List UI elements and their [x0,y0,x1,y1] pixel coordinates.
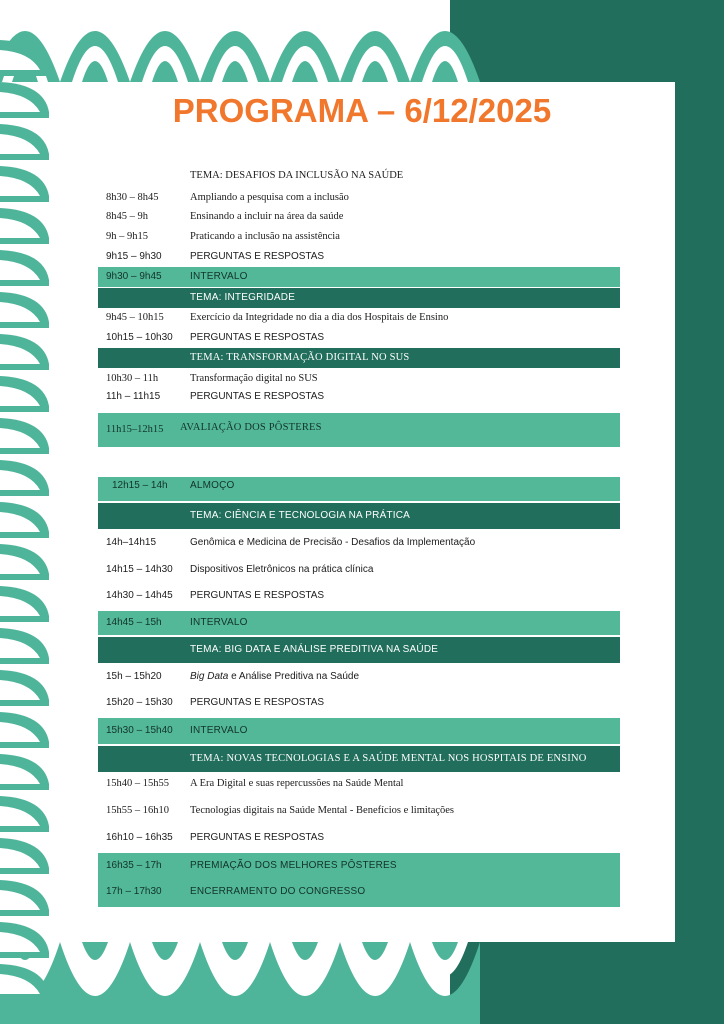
schedule-row [98,774,620,794]
row-time: 16h10 – 16h35 [106,832,173,843]
schedule-row-poster-evaluation [98,413,620,447]
row-time: 8h30 – 8h45 [106,192,159,203]
row-description: TEMA: DESAFIOS DA INCLUSÃO NA SAÚDE [190,170,404,181]
row-time: 17h – 17h30 [106,886,162,897]
row-time: 15h30 – 15h40 [106,725,173,736]
row-time: 10h15 – 10h30 [106,332,173,343]
row-description: PREMIAÇÃO DOS MELHORES PÔSTERES [190,860,397,871]
row-description: PERGUNTAS E RESPOSTAS [190,251,325,262]
row-time: 12h15 – 14h [112,480,168,491]
row-description: TEMA: CIÊNCIA E TECNOLOGIA NA PRÁTICA [190,510,411,521]
row-description: INTERVALO [190,725,248,736]
schedule-theme-header [98,503,620,529]
row-description: ALMOÇO [190,480,235,491]
row-time: 14h45 – 15h [106,617,162,628]
row-description: TEMA: BIG DATA E ANÁLISE PREDITIVA NA SAÚDE [190,644,439,655]
row-time: 15h – 15h20 [106,671,162,682]
schedule-theme-header [98,746,620,772]
row-time: 16h35 – 17h [106,860,162,871]
row-time: 15h55 – 16h10 [106,805,169,816]
schedule-row [98,166,620,186]
row-description: INTERVALO [190,617,248,628]
schedule-row [98,693,620,713]
row-description: Dispositivos Eletrônicos na prática clínica [190,564,374,575]
row-description: Genômica e Medicina de Precisão - Desafios da Implementação [190,537,476,548]
row-time: 9h – 9h15 [106,231,148,242]
row-description-rest: e Análise Preditiva na Saúde [228,671,360,682]
schedule-row-break [98,718,620,744]
schedule-theme-header [98,348,620,368]
schedule-row-lunch [98,477,620,501]
row-description: TEMA: NOVAS TECNOLOGIAS E A SAÚDE MENTAL NOS HOSPITAIS DE ENSINO [190,753,587,764]
schedule-row-awards [98,853,620,879]
schedule-row [98,667,620,687]
row-description: AVALIAÇÃO DOS PÔSTERES [180,422,322,433]
row-description: PERGUNTAS E RESPOSTAS [190,832,325,843]
row-description: Transformação digital no SUS [190,373,318,384]
row-time: 8h45 – 9h [106,211,148,222]
schedule-row [98,328,620,348]
row-time: 9h15 – 9h30 [106,251,162,262]
row-time: 11h15–12h15 [106,424,164,435]
row-description: Ensinando a incluir na área da saúde [190,211,344,222]
schedule-row [98,801,620,821]
schedule-row [98,207,620,227]
row-time: 9h30 – 9h45 [106,271,162,282]
row-time: 14h15 – 14h30 [106,564,173,575]
row-description: Tecnologias digitais na Saúde Mental - Benefícios e limitações [190,805,455,816]
schedule-row [98,247,620,267]
row-time: 14h30 – 14h45 [106,590,173,601]
row-description: Praticando a inclusão na assistência [190,231,340,242]
row-description: ENCERRAMENTO DO CONGRESSO [190,886,366,897]
schedule-row [98,586,620,606]
schedule-theme-header [98,288,620,308]
row-time: 11h – 11h15 [106,391,161,402]
row-description: A Era Digital e suas repercussões na Saúde Mental [190,778,404,789]
schedule-row [98,533,620,553]
row-description [190,667,359,687]
row-description: Exercício da Integridade no dia a dia dos Hospitais de Ensino [190,312,449,323]
row-description-italic: Big Data [190,671,229,682]
schedule-row [98,188,620,208]
row-description: Ampliando a pesquisa com a inclusão [190,192,349,203]
row-description: INTERVALO [190,271,248,282]
row-time: 15h40 – 15h55 [106,778,169,789]
row-description: TEMA: INTEGRIDADE [190,292,296,303]
row-time: 9h45 – 10h15 [106,312,164,323]
row-time: 15h20 – 15h30 [106,697,173,708]
schedule-row [98,387,620,407]
page-title: PROGRAMA – 6/12/2025 [172,92,552,129]
schedule-row-break [98,611,620,635]
row-description: PERGUNTAS E RESPOSTAS [190,697,325,708]
row-description: TEMA: TRANSFORMAÇÃO DIGITAL NO SUS [190,352,410,363]
schedule-row [98,227,620,247]
row-description: PERGUNTAS E RESPOSTAS [190,391,325,402]
row-description: PERGUNTAS E RESPOSTAS [190,590,325,601]
schedule-row-break [98,267,620,287]
row-description: PERGUNTAS E RESPOSTAS [190,332,325,343]
schedule-row-closing [98,879,620,907]
schedule-row [98,560,620,580]
row-time: 10h30 – 11h [106,373,159,384]
schedule-theme-header [98,637,620,663]
schedule-row [98,308,620,328]
row-time: 14h–14h15 [106,537,157,548]
schedule-row [98,828,620,848]
schedule-row [98,369,620,389]
